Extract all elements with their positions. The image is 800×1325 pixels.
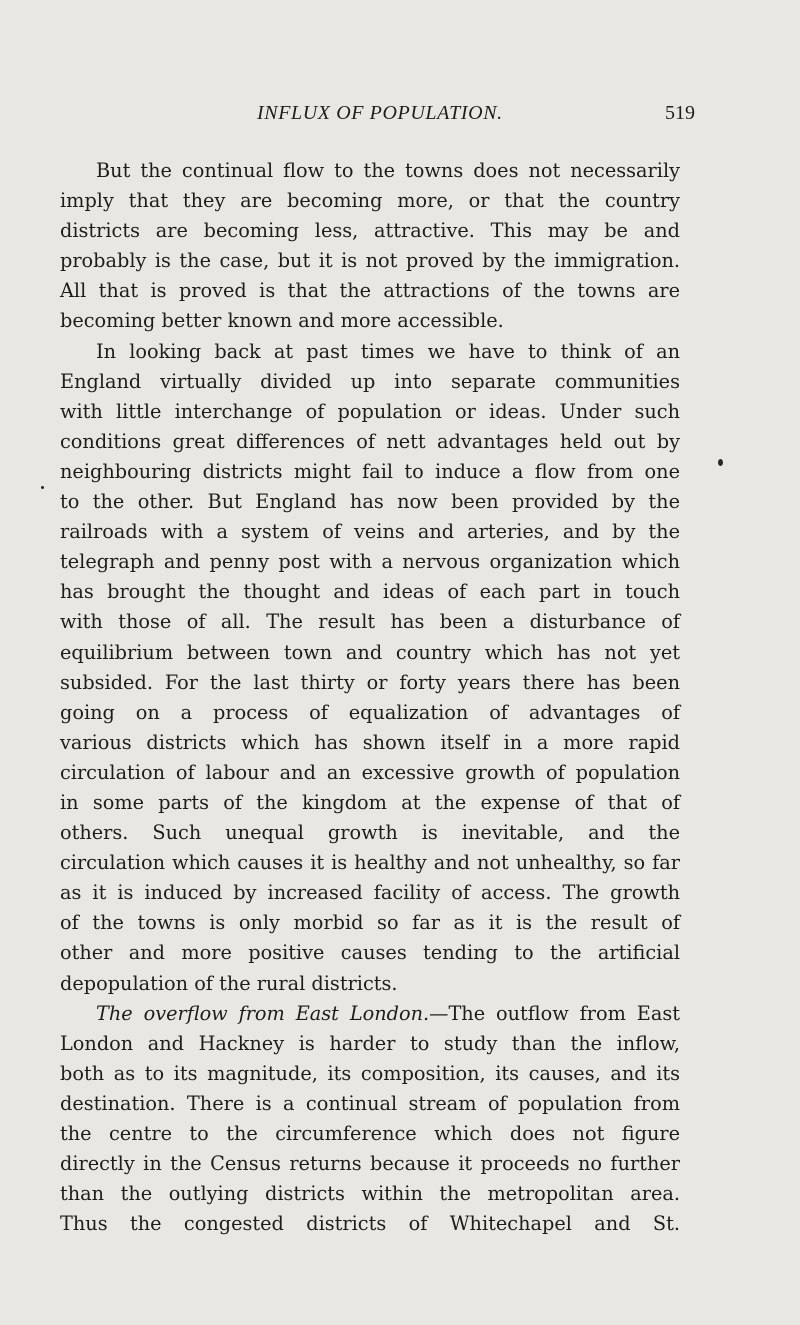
text-line: with little interchange of population or ideas. Under such	[60, 399, 680, 423]
text-line: railroads with a system of veins and arteries, and by the	[60, 520, 680, 544]
paragraph	[60, 156, 680, 337]
text-line: depopulation of the rural districts.	[60, 971, 398, 995]
text-line: But the continual flow to the towns does not necessarily	[96, 159, 680, 182]
text-line: in some parts of the kingdom at the expense of that of	[60, 790, 680, 814]
text-line: probably is the case, but it is not proved by the immigration.	[60, 249, 680, 273]
text-line: directly in the Census returns because it proceeds no further	[60, 1152, 680, 1176]
text-line: becoming better known and more accessible.	[60, 309, 504, 333]
text-line: going on a process of equalization of advantages of	[60, 700, 680, 724]
text-line: to the other. But England has now been provided by the	[60, 490, 680, 514]
text-line: destination. There is a continual stream of population from	[60, 1091, 680, 1115]
text-line: England virtually divided up into separate communities	[60, 369, 680, 393]
section-heading: The overflow from East London.	[96, 1001, 430, 1025]
ink-speck	[718, 459, 723, 466]
text-line: In looking back at past times we have to think of an	[96, 339, 680, 363]
text-line: conditions great differences of nett advantages held out by	[60, 429, 680, 453]
text-line: as it is induced by increased facility of access. The growth	[60, 881, 680, 905]
text-line: circulation which causes it is healthy and not unhealthy, so far	[60, 851, 680, 875]
text-line: other and more positive causes tending to the artificial	[60, 941, 680, 965]
text-line: with those of all. The result has been a disturbance of	[60, 610, 680, 634]
text-line: districts are becoming less, attractive. This may be and	[60, 219, 680, 243]
text-line: the centre to the circumference which does not figure	[60, 1122, 680, 1145]
text-line	[60, 999, 680, 1029]
running-title: INFLUX OF POPULATION.	[257, 102, 503, 124]
text-line: others. Such unequal growth is inevitable, and the	[60, 821, 680, 845]
text-line: than the outlying districts within the metropolitan area.	[60, 1182, 680, 1206]
page-header	[0, 102, 800, 132]
ink-speck	[41, 486, 44, 489]
text-line: has brought the thought and ideas of each part in touch	[60, 580, 680, 604]
text-run: —The outflow from East	[429, 1001, 681, 1025]
text-line: equilibrium between town and country which has not yet	[60, 640, 680, 664]
text-line: both as to its magnitude, its composition, its causes, and its	[60, 1061, 680, 1085]
page-number: 519	[665, 102, 695, 124]
paragraph	[60, 999, 680, 1240]
body-text	[60, 156, 680, 1239]
text-line: Thus the congested districts of Whitechapel and St.	[60, 1212, 680, 1236]
text-line: imply that they are becoming more, or that the country	[60, 189, 680, 213]
text-line: circulation of labour and an excessive growth of population	[60, 760, 680, 784]
text-line: neighbouring districts might fail to induce a flow from one	[60, 459, 680, 483]
paragraph	[60, 337, 680, 999]
text-line: telegraph and penny post with a nervous organization which	[60, 550, 680, 574]
text-line: various districts which has shown itself in a more rapid	[60, 730, 680, 754]
text-line: All that is proved is that the attractions of the towns are	[60, 279, 680, 303]
text-line: subsided. For the last thirty or forty years there has been	[60, 670, 680, 694]
text-line: London and Hackney is harder to study than the inflow,	[60, 1031, 680, 1055]
text-line: of the towns is only morbid so far as it is the result of	[60, 911, 680, 935]
